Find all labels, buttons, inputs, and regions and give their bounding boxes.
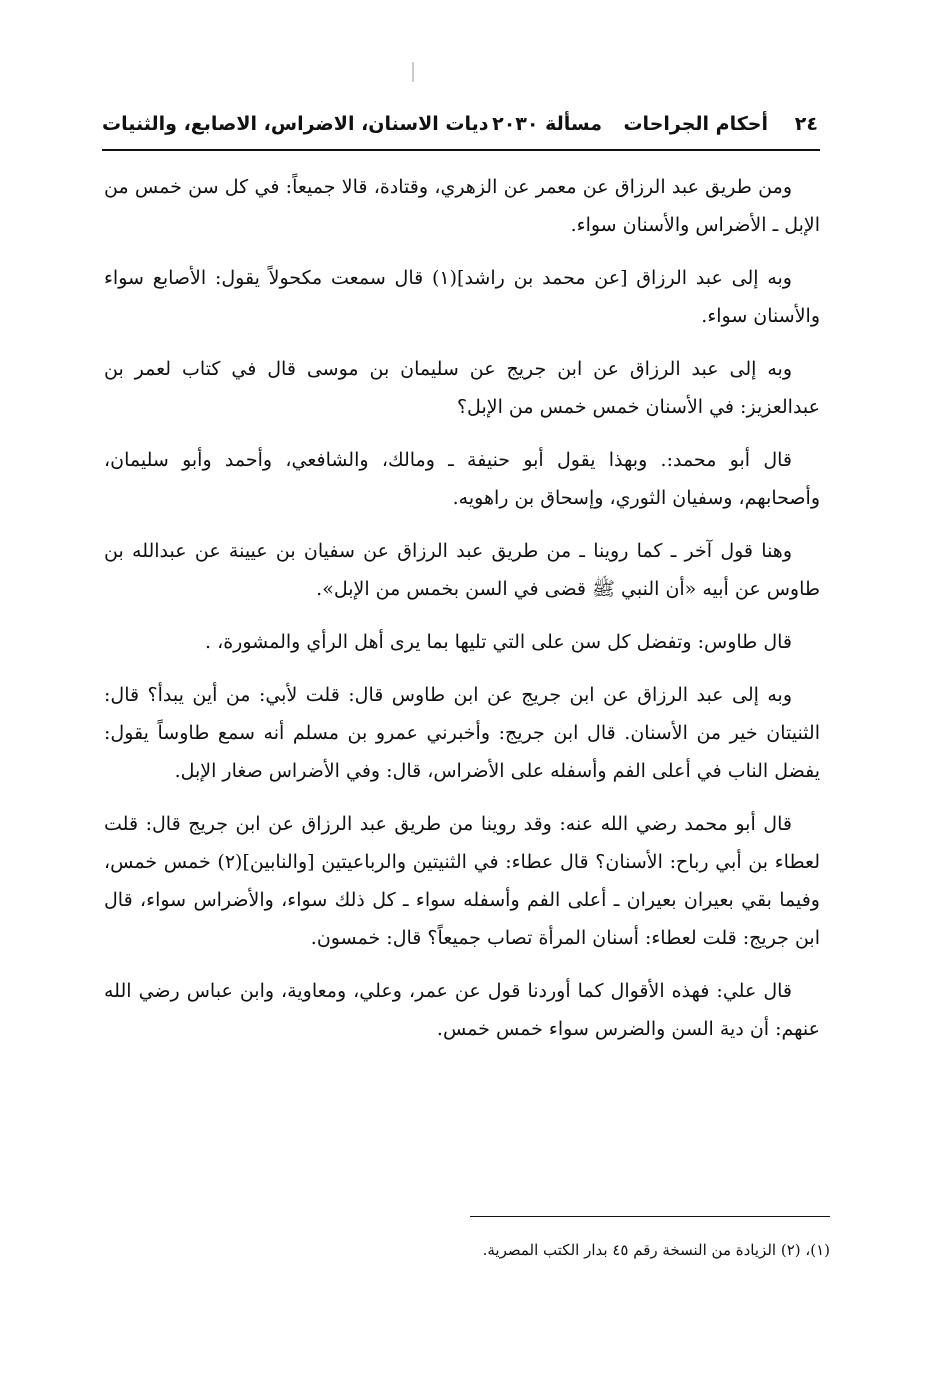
page-number: ٢٤	[794, 113, 818, 135]
paragraph: قال علي: فهذه الأقوال كما أوردنا قول عن عمر، وعلي، ومعاوية، وابن عباس رضي الله عنهم: أن دية السن والضرس سواء خمس خمس.	[104, 980, 820, 1040]
scan-mark	[412, 62, 414, 82]
paragraph: قال أبو محمد:. وبهذا يقول أبو حنيفة ـ ومالك، والشافعي، وأحمد وأبو سليمان، وأصحابهم، وسفيان الثوري، وإسحاق بن راهويه.	[104, 449, 820, 509]
paragraph: وهنا قول آخر ـ كما روينا ـ من طريق عبد الرزاق عن سفيان بن عيينة عن عبدالله بن طاوس عن أبيه «أن النبي ﷺ قضى في السن بخمس من الإبل».	[104, 540, 820, 600]
paragraph: وبه إلى عبد الرزاق عن ابن جريج عن ابن طاوس قال: قلت لأبي: من أين يبدأ؟ قال: الثنيتان خير من الأسنان. قال ابن جريج: وأخبرني عمرو بن مسلم أنه سمع طاوساً يقول: يفضل الناب في أعلى الفم وأسفله على الأضراس، قال: وفي الأضراس صغار الإبل.	[104, 684, 820, 782]
section-title: ديات الاسنان، الاضراس، الاصابع، والثنيات	[102, 113, 489, 135]
paragraph: قال طاوس: وتفضل كل سن على التي تليها بما يرى أهل الرأي والمشورة، .	[205, 631, 792, 653]
body-text	[104, 168, 820, 1063]
issue-number: مسألة ٢٠٣٠	[492, 113, 602, 135]
footnote-rule	[470, 1216, 830, 1217]
paragraph: وبه إلى عبد الرزاق [عن محمد بن راشد](١) قال سمعت مكحولاً يقول: الأصابع سواء والأسنان سواء.	[104, 267, 820, 327]
footnote: (١)، (٢) الزيادة من النسخة رقم ٤٥ بدار الكتب المصرية.	[482, 1241, 830, 1259]
book-title: أحكام الجراحات	[623, 113, 768, 135]
paragraph: قال أبو محمد رضي الله عنه: وقد روينا من طريق عبد الرزاق عن ابن جريج قال: قلت لعطاء بن أبي رباح: الأسنان؟ قال عطاء: في الثنيتين والرباعيتين [والنابين](٢) خمس خمس، وفيما بقي بعيران بعيران ـ أعلى الفم وأسفله سواء ـ كل ذلك سواء، والأضراس سواء، قال ابن جريج: قلت لعطاء: أسنان المرأة تصاب جميعاً؟ قال: خمسون.	[104, 813, 820, 949]
header-rule	[102, 149, 820, 151]
paragraph: وبه إلى عبد الرزاق عن ابن جريج عن سليمان بن موسى قال في كتاب لعمر بن عبدالعزيز: في الأسنان خمس خمس من الإبل؟	[104, 358, 820, 418]
running-header	[102, 104, 818, 144]
paragraph: ومن طريق عبد الرزاق عن معمر عن الزهري، وقتادة، قالا جميعاً: في كل سن خمس من الإبل ـ الأضراس والأسنان سواء.	[104, 176, 820, 236]
